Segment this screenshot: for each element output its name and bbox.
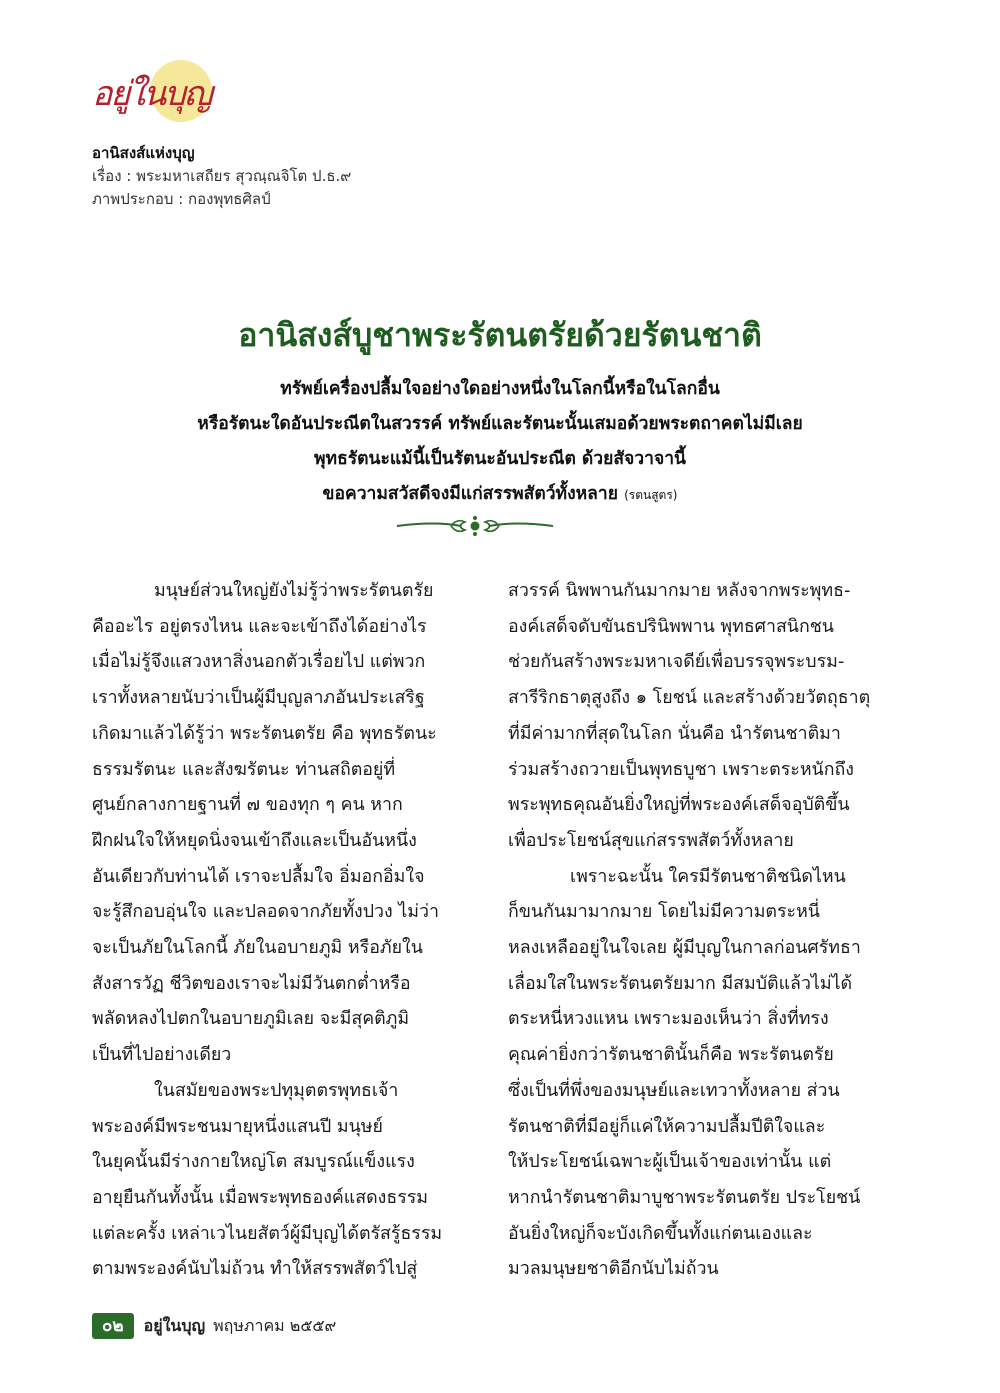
text-line: ในสมัยของพระปทุมุตตรพุทธเจ้า <box>154 1079 399 1101</box>
paragraph-1 <box>92 573 470 1073</box>
page-footer <box>92 1313 336 1339</box>
text-line: สวรรค์ นิพพานกันมากมาย หลังจากพระพุทธ- <box>508 580 851 601</box>
text-line: ซึ่งเป็นที่พึ่งของมนุษย์และเทวาทั้งหลาย ส่วน <box>508 1079 840 1101</box>
text-line: คุณค่ายิ่งกว่ารัตนชาตินั้นก็คือ พระรัตนตรัย <box>508 1044 834 1066</box>
text-line: เป็นที่ไปอย่างเดียว <box>92 1044 232 1066</box>
quote-source: (รตนสูตร) <box>624 488 678 502</box>
paragraph-2 <box>92 1073 470 1287</box>
text-line: พลัดหลงไปตกในอบายภูมิเลย จะมีสุคติภูมิ <box>92 1008 410 1030</box>
ornament-divider <box>395 512 555 540</box>
text-line: ฝึกฝนใจให้หยุดนิ่งจนเข้าถึงและเป็นอันหนึ่ง <box>92 829 417 851</box>
paragraph-2-continued <box>508 573 886 859</box>
text-line: แต่ละครั้ง เหล่าเวไนยสัตว์ผู้มีบุญได้ตรัสรู้ธรรม <box>92 1222 443 1244</box>
opening-quote <box>60 372 940 513</box>
text-line: องค์เสด็จดับขันธปรินิพพาน พุทธศาสนิกชน <box>508 615 834 637</box>
text-line: เพราะฉะนั้น ใครมีรัตนชาติชนิดไหน <box>570 865 846 887</box>
quote-line: หรือรัตนะใดอันประณีตในสวรรค์ ทรัพย์และรัตนะนั้นเสมอด้วยพระตถาคตไม่มีเลย <box>197 414 803 434</box>
quote-line-text: ขอความสวัสดีจงมีแก่สรรพสัตว์ทั้งหลาย <box>322 484 618 504</box>
article-title: อานิสงส์บูชาพระรัตนตรัยด้วยรัตนชาติ <box>238 316 762 354</box>
text-line: อันเดียวกับท่านได้ เราจะปลื้มใจ อิ่มอกอิ่มใจ <box>92 865 425 887</box>
page-number-badge: ๐๒ <box>92 1313 134 1339</box>
text-line: ร่วมสร้างถวายเป็นพุทธบูชา เพราะตระหนักถึง <box>508 758 854 780</box>
illustrator-line: ภาพประกอบ : กองพุทธศิลป์ <box>92 190 271 208</box>
text-line: พระพุทธคุณอันยิ่งใหญ่ที่พระองค์เสด็จอุบัติขึ้น <box>508 794 850 816</box>
text-line: ให้ประโยชน์เฉพาะผู้เป็นเจ้าของเท่านั้น แต่ <box>508 1151 832 1173</box>
text-line: ศูนย์กลางกายฐานที่ ๗ ของทุก ๆ คน หาก <box>92 794 403 816</box>
text-line: คืออะไร อยู่ตรงไหน และจะเข้าถึงได้อย่างไร <box>92 615 427 637</box>
text-line: ที่มีค่ามากที่สุดในโลก นั่นคือ นำรัตนชาติมา <box>508 722 841 744</box>
text-line: พระองค์มีพระชนมายุหนึ่งแสนปี มนุษย์ <box>92 1115 383 1137</box>
text-line: ตามพระองค์นับไม่ถ้วน ทำให้สรรพสัตว์ไปสู่ <box>92 1258 418 1280</box>
text-line: สารีริกธาตุสูงถึง ๑ โยชน์ และสร้างด้วยวัตถุธาตุ <box>508 687 871 709</box>
series-title: อานิสงส์แห่งบุญ <box>92 144 195 162</box>
paragraph-3 <box>508 859 886 1287</box>
text-line: หากนำรัตนชาติมาบูชาพระรัตนตรัย ประโยชน์ <box>508 1186 861 1208</box>
author-line: เรื่อง : พระมหาเสถียร สุวณฺณจิโต ป.ธ.๙ <box>92 167 352 185</box>
text-line: ช่วยกันสร้างพระมหาเจดีย์เพื่อบรรจุพระบรม- <box>508 651 845 673</box>
left-column <box>92 573 470 1287</box>
right-column <box>508 573 886 1287</box>
text-line: ก็ขนกันมามากมาย โดยไม่มีความตระหนี่ <box>508 901 820 923</box>
text-line: หลงเหลืออยู่ในใจเลย ผู้มีบุญในกาลก่อนศรัทธา <box>508 937 861 959</box>
logo-text: อยู่ในบุญ <box>92 74 211 114</box>
text-line: เพื่อประโยชน์สุขแก่สรรพสัตว์ทั้งหลาย <box>508 829 794 851</box>
text-line: จะรู้สึกอบอุ่นใจ และปลอดจากภัยทั้งปวง ไม่ว่า <box>92 901 439 923</box>
text-line: ตระหนี่หวงแหน เพราะมองเห็นว่า สิ่งที่ทรง <box>508 1008 829 1030</box>
quote-line: ทรัพย์เครื่องปลื้มใจอย่างใดอย่างหนึ่งในโลกนี้หรือในโลกอื่น <box>280 379 720 399</box>
article-meta <box>92 142 351 211</box>
quote-line: พุทธรัตนะแม้นี้เป็นรัตนะอันประณีต ด้วยสัจวาจานี้ <box>314 449 686 469</box>
text-line: ธรรมรัตนะ และสังฆรัตนะ ท่านสถิตอยู่ที่ <box>92 758 396 780</box>
text-line: ในยุคนั้นมีร่างกายใหญ่โต สมบูรณ์แข็งแรง <box>92 1151 415 1173</box>
text-line: เราทั้งหลายนับว่าเป็นผู้มีบุญลาภอันประเสริฐ <box>92 687 425 709</box>
text-line: สังสารวัฏ ชีวิตของเราจะไม่มีวันตกต่ำหรือ <box>92 972 411 994</box>
text-line: มวลมนุษยชาติอีกนับไม่ถ้วน <box>508 1258 719 1280</box>
issue-date: พฤษภาคม ๒๕๕๙ <box>213 1315 337 1335</box>
text-line: จะเป็นภัยในโลกนี้ ภัยในอบายภูมิ หรือภัยใน <box>92 937 423 959</box>
text-line: อันยิ่งใหญ่ก็จะบังเกิดขึ้นทั้งแก่ตนเองและ <box>508 1222 813 1244</box>
quote-line-last <box>60 477 940 513</box>
text-line: เลื่อมใสในพระรัตนตรัยมาก มีสมบัติแล้วไม่ได้ <box>508 972 853 994</box>
text-line: เกิดมาแล้วได้รู้ว่า พระรัตนตรัย คือ พุทธรัตนะ <box>92 722 437 744</box>
magazine-name: อยู่ในบุญ <box>143 1315 206 1335</box>
text-line: เมื่อไม่รู้จึงแสวงหาสิ่งนอกตัวเรื่อยไป แต่พวก <box>92 651 426 673</box>
magazine-logo <box>92 56 232 126</box>
text-line: มนุษย์ส่วนใหญ่ยังไม่รู้ว่าพระรัตนตรัย <box>154 580 434 601</box>
text-line: รัตนชาติที่มีอยู่ก็แค่ให้ความปลื้มปีติใจและ <box>508 1115 826 1137</box>
text-line: อายุยืนกันทั้งนั้น เมื่อพระพุทธองค์แสดงธรรม <box>92 1186 429 1208</box>
